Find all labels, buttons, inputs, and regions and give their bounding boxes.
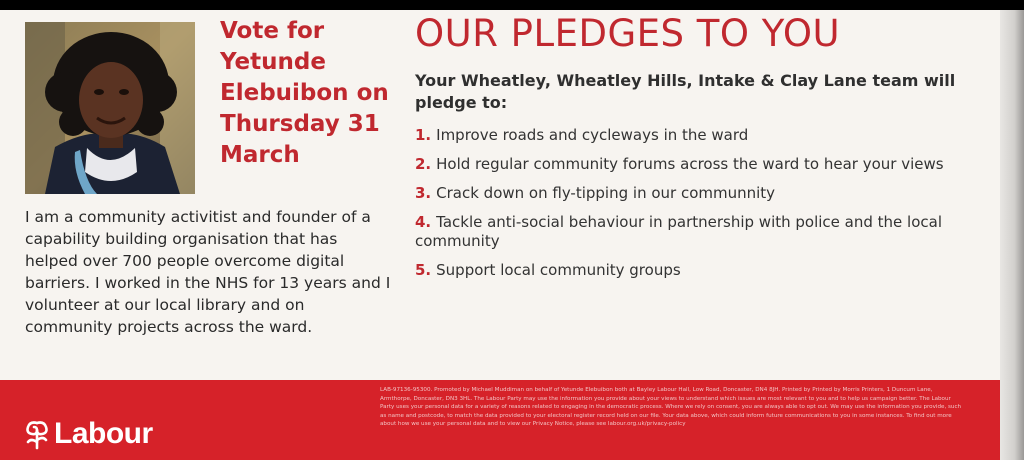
labour-rose-icon	[22, 418, 52, 450]
pledge-number: 5.	[415, 261, 432, 279]
pledge-item	[415, 213, 990, 251]
pledge-text: Tackle anti-social behaviour in partnership with police and the local community	[415, 213, 942, 250]
pledge-text: Hold regular community forums across the ward to hear your views	[436, 155, 944, 173]
pledge-text: Support local community groups	[436, 261, 681, 279]
pledge-item	[415, 184, 990, 203]
pledge-item	[415, 261, 990, 280]
labour-logo	[22, 416, 153, 452]
candidate-photo	[25, 22, 195, 194]
page-edge	[1000, 10, 1024, 460]
pledge-list	[415, 126, 990, 290]
vote-heading: Vote for Yetunde Elebuibon on Thursday 31 March	[220, 18, 389, 168]
candidate-bio: I am a community activitist and founder of a capability building organisation that has helped over 700 people overcome digital barriers. I worked in the NHS for 13 years and I volunteer at our local library and on community projects across the ward.	[25, 208, 391, 336]
pledge-item	[415, 126, 990, 145]
labour-logo-text: Labour	[54, 417, 153, 450]
pledge-number: 3.	[415, 184, 432, 202]
pledge-text: Crack down on fly-tipping in our communnity	[436, 184, 776, 202]
leaflet-card	[0, 10, 1000, 460]
pledges-title: OUR PLEDGES TO YOU	[415, 12, 841, 55]
pledge-text: Improve roads and cycleways in the ward	[436, 126, 749, 144]
pledge-number: 1.	[415, 126, 432, 144]
footer-band	[0, 380, 1000, 460]
pledge-number: 2.	[415, 155, 432, 173]
pledges-intro: Your Wheatley, Wheatley Hills, Intake & Clay Lane team will pledge to:	[415, 71, 956, 112]
pledge-number: 4.	[415, 213, 432, 231]
imprint-text: LAB-97136-95300. Promoted by Michael Muddiman on behalf of Yetunde Elebuibon both at Bayley Labour Hall, Low Road, Doncaster, DN4 8JH. Printed by Printed by Morris Printers, 1 Duncum Lane, Armthorpe, Doncaster, DN3 3HL. The Labour Party may use the information you provide about your views to understand which issues are most relevant to you and to help us campaign better. The Labour Party uses your personal data for a variety of reasons related to engaging in the democratic process. Where we rely on consent, you are always able to opt out. We may use the information you provide, such as name and postcode, to match the data provided to your electoral register record held on our file. Your data above, which could inform future communications to you in some instances. To find out more about how we use your personal data and to view our Privacy Notice, please see labour.org.uk/privacy-policy	[380, 387, 962, 428]
pledge-item	[415, 155, 990, 174]
